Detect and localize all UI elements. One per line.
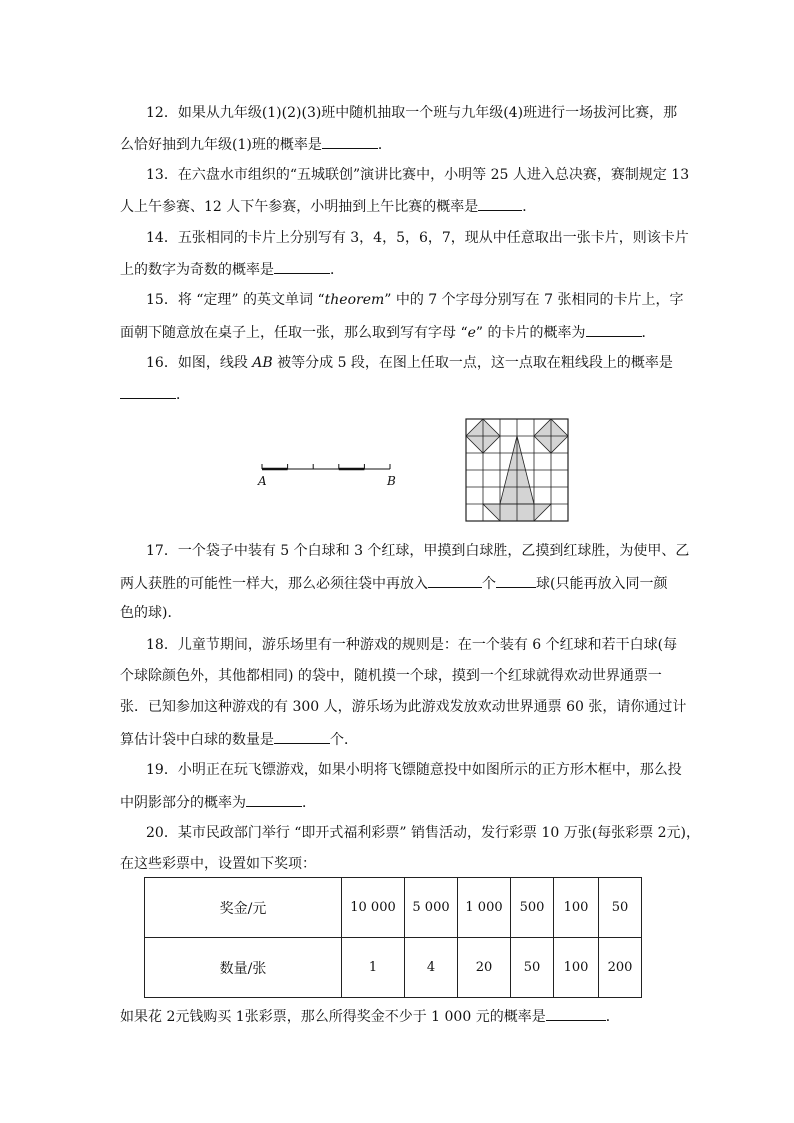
q17-answer-blank-2[interactable]: [496, 573, 536, 588]
q17-line-3: 色的球)．: [120, 605, 182, 621]
q19-line-2: 中阴影部分的概率为 ．: [120, 792, 680, 812]
q12-line-1: 12．如果从九年级(1)(2)(3)班中随机抽取一个班与九年级(4)班进行一场拔河比赛，那: [146, 105, 678, 121]
q13-line-2: 人上午参赛、12 人下午参赛，小明抽到上午比赛的概率是 ．: [120, 196, 680, 216]
q17-answer-blank-1[interactable]: [428, 573, 482, 588]
grid-figure: [466, 419, 568, 521]
table-cell: 50: [599, 878, 642, 938]
q18-line-2: 个球除颜色外，其他都相同) 的袋中，随机摸一个球，摸到一个红球就得欢动世界通票一: [120, 668, 662, 684]
q16-answer-blank[interactable]: [120, 384, 176, 399]
q20-line-1: 20．某市民政部门举行 “即开式福利彩票” 销售活动，发行彩票 10 万张(每张彩票 2元)，: [146, 825, 701, 841]
q16-line-1: 16．如图，线段 AB 被等分成 5 段，在图上任取一点，这一点取在粗线段上的概率是: [146, 355, 673, 371]
q20-line-2: 在这些彩票中，设置如下奖项：: [120, 856, 316, 872]
q14-answer-blank[interactable]: [274, 259, 330, 274]
q18-line-1: 18．儿童节期间，游乐场里有一种游戏的规则是：在一个装有 6 个红球和若干白球(每: [146, 637, 678, 653]
q19-line-1: 19．小明正在玩飞镖游戏，如果小明将飞镖随意投中如图所示的正方形木框中，那么投: [146, 762, 682, 778]
table-cell: 5 000: [405, 878, 458, 938]
q18-line-4: 算估计袋中白球的数量是 个．: [120, 729, 680, 749]
q18-line-3: 张．已知参加这种游戏的有 300 人，游乐场为此游戏发放欢动世界通票 60 张，请你通过计: [120, 699, 687, 715]
label-a: A: [258, 474, 267, 488]
q14-line-1: 14．五张相同的卡片上分别写有 3，4，5，6，7，现从中任意取出一张卡片，则该卡片: [146, 230, 689, 246]
q17-line-2: 两人获胜的可能性一样大，那么必须往袋中再放入 个 球(只能再放入同一颜: [120, 573, 680, 593]
label-b: B: [387, 474, 396, 488]
table-cell: 4: [405, 938, 458, 998]
table-cell: 500: [511, 878, 554, 938]
prize-table: [144, 877, 642, 998]
table-cell: 20: [458, 938, 511, 998]
q13-answer-blank[interactable]: [478, 196, 522, 211]
q15-answer-blank[interactable]: [586, 322, 642, 337]
q15-line-2: 面朝下随意放在桌子上，任取一张，那么取到写有字母 “e” 的卡片的概率为 ．: [120, 322, 680, 342]
q12-line-2: 么恰好抽到九年级(1)班的概率是 ．: [120, 134, 680, 154]
q12-answer-blank[interactable]: [322, 134, 378, 149]
q15-line-1: 15．将 “定理” 的英文单词 “theorem” 中的 7 个字母分别写在 7 张相同的卡片上，字: [146, 292, 684, 308]
table-cell: 50: [511, 938, 554, 998]
q16-line-2: ．: [120, 384, 680, 404]
table-row: [145, 938, 642, 998]
table-row: [145, 878, 642, 938]
table-cell: 100: [554, 878, 599, 938]
q19-answer-blank[interactable]: [246, 792, 302, 807]
table-cell: 1: [342, 938, 405, 998]
table-header-prize: 奖金/元: [145, 878, 342, 938]
q17-line-1: 17．一个袋子中装有 5 个白球和 3 个红球，甲摸到白球胜，乙摸到红球胜，为使甲、乙: [146, 543, 690, 559]
q13-line-1: 13．在六盘水市组织的“五城联创”演讲比赛中，小明等 25 人进入总决赛，赛制规定 13: [146, 167, 690, 183]
table-cell: 10 000: [342, 878, 405, 938]
table-header-count: 数量/张: [145, 938, 342, 998]
q14-line-2: 上的数字为奇数的概率是 ．: [120, 259, 680, 279]
table-cell: 200: [599, 938, 642, 998]
q18-answer-blank[interactable]: [274, 729, 330, 744]
q20-line-after-table: 如果花 2元钱购买 1张彩票，那么所得奖金不少于 1 000 元的概率是 ．: [120, 1006, 680, 1026]
q20-answer-blank[interactable]: [546, 1006, 606, 1021]
table-cell: 1 000: [458, 878, 511, 938]
segment-figure: [250, 455, 410, 495]
table-cell: 100: [554, 938, 599, 998]
